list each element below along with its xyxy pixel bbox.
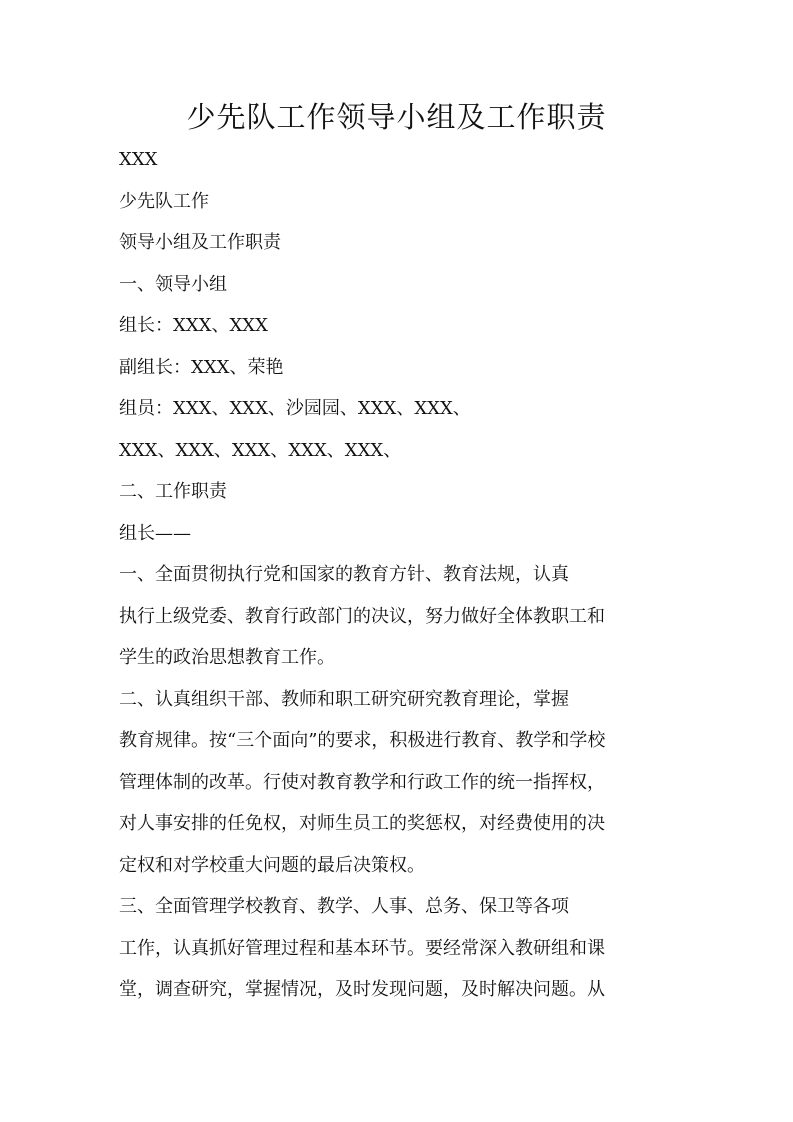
paragraph-line: 堂，调查研究，掌握情况，及时发现问题，及时解决问题。从 [119,979,605,1000]
paragraph-line: 一、全面贯彻执行党和国家的教育方针、教育法规，认真 [119,564,569,585]
text-line: 组长：XXX、XXX [119,315,268,336]
text-line: XXX [119,149,158,170]
section-heading: 一、领导小组 [119,273,227,295]
paragraph-line: 管理体制的改革。行使对教育教学和行政工作的统一指挥权， [119,771,605,793]
paragraph-line: 定权和对学校重大问题的最后决策权。 [119,854,425,876]
paragraph-line: 三、全面管理学校教育、教学、人事、总务、保卫等各项 [119,896,569,917]
document-title: 少先队工作领导小组及工作职责 [186,100,607,134]
document-body [119,146,679,1018]
paragraph-line: 学生的政治思想教育工作。 [119,647,335,668]
paragraph-line: 教育规律。按“三个面向”的要求，积极进行教育、教学和学校 [119,730,606,751]
text-line: 副组长：XXX、荣艳 [119,356,284,378]
paragraph-line: 执行上级党委、教育行政部门的决议，努力做好全体教职工和 [119,605,605,627]
paragraph-line: 对人事安排的任免权，对师生员工的奖惩权，对经费使用的决 [119,813,605,834]
text-line: 组长—— [119,522,191,544]
paragraph-line: 工作，认真抓好管理过程和基本环节。要经常深入教研组和课 [119,937,605,959]
text-line: 组员：XXX、XXX、沙园园、XXX、XXX、 [119,398,471,419]
text-line: XXX、XXX、XXX、XXX、XXX、 [119,439,402,461]
text-line: 少先队工作 [119,190,209,212]
paragraph-line: 二、认真组织干部、教师和职工研究研究教育理论，掌握 [119,688,569,710]
section-heading: 二、工作职责 [119,481,227,502]
text-line: 领导小组及工作职责 [119,232,281,253]
